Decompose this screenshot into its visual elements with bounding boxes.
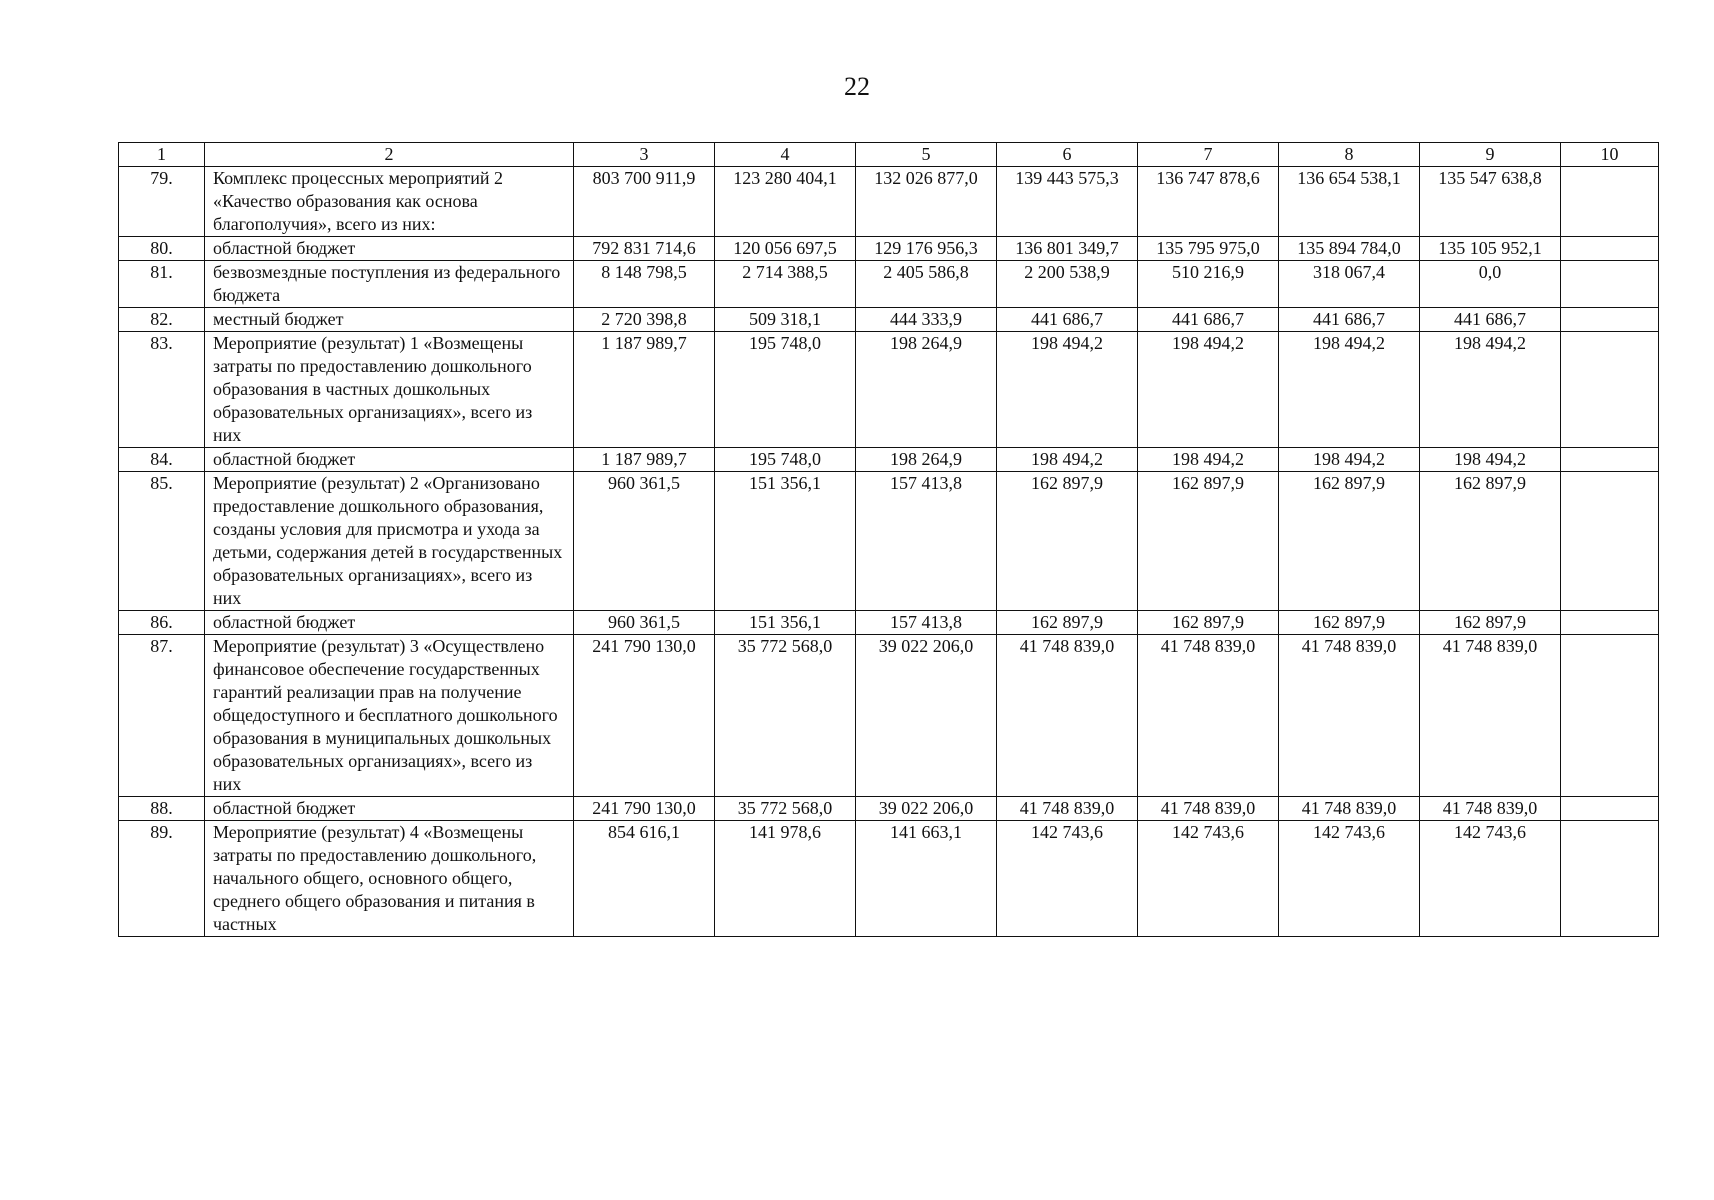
row-name: Мероприятие (результат) 2 «Организовано предоставление дошкольного образования, созданы условия для присмотра и ухода за детьми, содержания детей в государственных образовательных организациях», всего из них <box>205 472 574 611</box>
value-cell: 441 686,7 <box>997 308 1138 332</box>
value-cell: 41 748 839,0 <box>1279 635 1420 797</box>
column-header: 5 <box>856 143 997 167</box>
value-cell: 35 772 568,0 <box>715 797 856 821</box>
value-cell: 41 748 839,0 <box>1138 797 1279 821</box>
column-header: 8 <box>1279 143 1420 167</box>
value-cell: 195 748,0 <box>715 448 856 472</box>
value-cell: 198 494,2 <box>997 332 1138 448</box>
value-cell: 2 405 586,8 <box>856 261 997 308</box>
column-10-cell <box>1561 472 1659 611</box>
table-row <box>119 472 1659 611</box>
column-10-cell <box>1561 611 1659 635</box>
row-name: областной бюджет <box>205 611 574 635</box>
value-cell: 136 654 538,1 <box>1279 167 1420 237</box>
value-cell: 162 897,9 <box>1138 611 1279 635</box>
value-cell: 39 022 206,0 <box>856 635 997 797</box>
value-cell: 803 700 911,9 <box>574 167 715 237</box>
table-row <box>119 261 1659 308</box>
row-number: 79. <box>119 167 205 237</box>
value-cell: 142 743,6 <box>1138 821 1279 937</box>
value-cell: 441 686,7 <box>1420 308 1561 332</box>
table-body <box>119 167 1659 937</box>
table-row <box>119 635 1659 797</box>
value-cell: 120 056 697,5 <box>715 237 856 261</box>
value-cell: 123 280 404,1 <box>715 167 856 237</box>
value-cell: 135 795 975,0 <box>1138 237 1279 261</box>
table-row <box>119 821 1659 937</box>
value-cell: 8 148 798,5 <box>574 261 715 308</box>
row-number: 83. <box>119 332 205 448</box>
row-name: Комплекс процессных мероприятий 2 «Качество образования как основа благополучия», всего из них: <box>205 167 574 237</box>
value-cell: 162 897,9 <box>1138 472 1279 611</box>
value-cell: 792 831 714,6 <box>574 237 715 261</box>
value-cell: 151 356,1 <box>715 611 856 635</box>
column-header: 9 <box>1420 143 1561 167</box>
column-header: 6 <box>997 143 1138 167</box>
column-10-cell <box>1561 308 1659 332</box>
table-row <box>119 237 1659 261</box>
row-number: 87. <box>119 635 205 797</box>
value-cell: 2 200 538,9 <box>997 261 1138 308</box>
column-10-cell <box>1561 635 1659 797</box>
value-cell: 162 897,9 <box>1420 472 1561 611</box>
value-cell: 198 494,2 <box>997 448 1138 472</box>
value-cell: 142 743,6 <box>1420 821 1561 937</box>
value-cell: 136 747 878,6 <box>1138 167 1279 237</box>
value-cell: 135 105 952,1 <box>1420 237 1561 261</box>
value-cell: 135 894 784,0 <box>1279 237 1420 261</box>
row-name: Мероприятие (результат) 4 «Возмещены затраты по предоставлению дошкольного, начального общего, основного общего, среднего общего образования и питания в частных <box>205 821 574 937</box>
row-number: 86. <box>119 611 205 635</box>
column-10-cell <box>1561 821 1659 937</box>
table-row <box>119 167 1659 237</box>
value-cell: 510 216,9 <box>1138 261 1279 308</box>
value-cell: 35 772 568,0 <box>715 635 856 797</box>
value-cell: 151 356,1 <box>715 472 856 611</box>
value-cell: 41 748 839,0 <box>1420 635 1561 797</box>
value-cell: 198 494,2 <box>1279 448 1420 472</box>
value-cell: 39 022 206,0 <box>856 797 997 821</box>
value-cell: 318 067,4 <box>1279 261 1420 308</box>
column-10-cell <box>1561 167 1659 237</box>
value-cell: 854 616,1 <box>574 821 715 937</box>
value-cell: 141 978,6 <box>715 821 856 937</box>
column-header: 10 <box>1561 143 1659 167</box>
value-cell: 162 897,9 <box>997 472 1138 611</box>
page-number: 22 <box>844 72 870 101</box>
value-cell: 509 318,1 <box>715 308 856 332</box>
table-row <box>119 308 1659 332</box>
value-cell: 162 897,9 <box>1420 611 1561 635</box>
value-cell: 41 748 839,0 <box>997 635 1138 797</box>
row-name: областной бюджет <box>205 797 574 821</box>
value-cell: 960 361,5 <box>574 472 715 611</box>
value-cell: 198 494,2 <box>1420 448 1561 472</box>
row-name: областной бюджет <box>205 237 574 261</box>
column-10-cell <box>1561 448 1659 472</box>
value-cell: 198 494,2 <box>1279 332 1420 448</box>
value-cell: 162 897,9 <box>1279 472 1420 611</box>
value-cell: 41 748 839,0 <box>1279 797 1420 821</box>
column-10-cell <box>1561 261 1659 308</box>
value-cell: 157 413,8 <box>856 611 997 635</box>
column-header: 4 <box>715 143 856 167</box>
value-cell: 41 748 839,0 <box>1138 635 1279 797</box>
value-cell: 0,0 <box>1420 261 1561 308</box>
column-header: 1 <box>119 143 205 167</box>
value-cell: 960 361,5 <box>574 611 715 635</box>
value-cell: 241 790 130,0 <box>574 635 715 797</box>
table-row <box>119 332 1659 448</box>
row-number: 88. <box>119 797 205 821</box>
value-cell: 1 187 989,7 <box>574 448 715 472</box>
row-number: 85. <box>119 472 205 611</box>
value-cell: 136 801 349,7 <box>997 237 1138 261</box>
value-cell: 198 494,2 <box>1138 332 1279 448</box>
value-cell: 444 333,9 <box>856 308 997 332</box>
value-cell: 162 897,9 <box>997 611 1138 635</box>
column-header: 3 <box>574 143 715 167</box>
column-header: 2 <box>205 143 574 167</box>
value-cell: 198 494,2 <box>1138 448 1279 472</box>
table-row <box>119 448 1659 472</box>
value-cell: 41 748 839,0 <box>1420 797 1561 821</box>
row-number: 89. <box>119 821 205 937</box>
column-10-cell <box>1561 797 1659 821</box>
header-row <box>119 143 1659 167</box>
row-name: безвозмездные поступления из федерального бюджета <box>205 261 574 308</box>
value-cell: 139 443 575,3 <box>997 167 1138 237</box>
column-10-cell <box>1561 332 1659 448</box>
budget-table <box>118 142 1659 937</box>
value-cell: 142 743,6 <box>1279 821 1420 937</box>
row-name: местный бюджет <box>205 308 574 332</box>
value-cell: 141 663,1 <box>856 821 997 937</box>
value-cell: 441 686,7 <box>1279 308 1420 332</box>
value-cell: 142 743,6 <box>997 821 1138 937</box>
value-cell: 162 897,9 <box>1279 611 1420 635</box>
column-10-cell <box>1561 237 1659 261</box>
row-name: Мероприятие (результат) 3 «Осуществлено финансовое обеспечение государственных гарантий реализации прав на получение общедоступного и бесплатного дошкольного образования в муниципальных дошкольных образовательных организациях», всего из них <box>205 635 574 797</box>
column-header: 7 <box>1138 143 1279 167</box>
value-cell: 129 176 956,3 <box>856 237 997 261</box>
value-cell: 157 413,8 <box>856 472 997 611</box>
table-row <box>119 611 1659 635</box>
value-cell: 198 494,2 <box>1420 332 1561 448</box>
value-cell: 41 748 839,0 <box>997 797 1138 821</box>
row-name: областной бюджет <box>205 448 574 472</box>
row-number: 82. <box>119 308 205 332</box>
value-cell: 198 264,9 <box>856 332 997 448</box>
table-row <box>119 797 1659 821</box>
value-cell: 2 720 398,8 <box>574 308 715 332</box>
value-cell: 195 748,0 <box>715 332 856 448</box>
value-cell: 135 547 638,8 <box>1420 167 1561 237</box>
row-number: 80. <box>119 237 205 261</box>
row-number: 84. <box>119 448 205 472</box>
row-number: 81. <box>119 261 205 308</box>
value-cell: 1 187 989,7 <box>574 332 715 448</box>
row-name: Мероприятие (результат) 1 «Возмещены затраты по предоставлению дошкольного образования в частных дошкольных образовательных организациях», всего из них <box>205 332 574 448</box>
value-cell: 241 790 130,0 <box>574 797 715 821</box>
value-cell: 198 264,9 <box>856 448 997 472</box>
table-header <box>119 143 1659 167</box>
value-cell: 132 026 877,0 <box>856 167 997 237</box>
value-cell: 441 686,7 <box>1138 308 1279 332</box>
value-cell: 2 714 388,5 <box>715 261 856 308</box>
